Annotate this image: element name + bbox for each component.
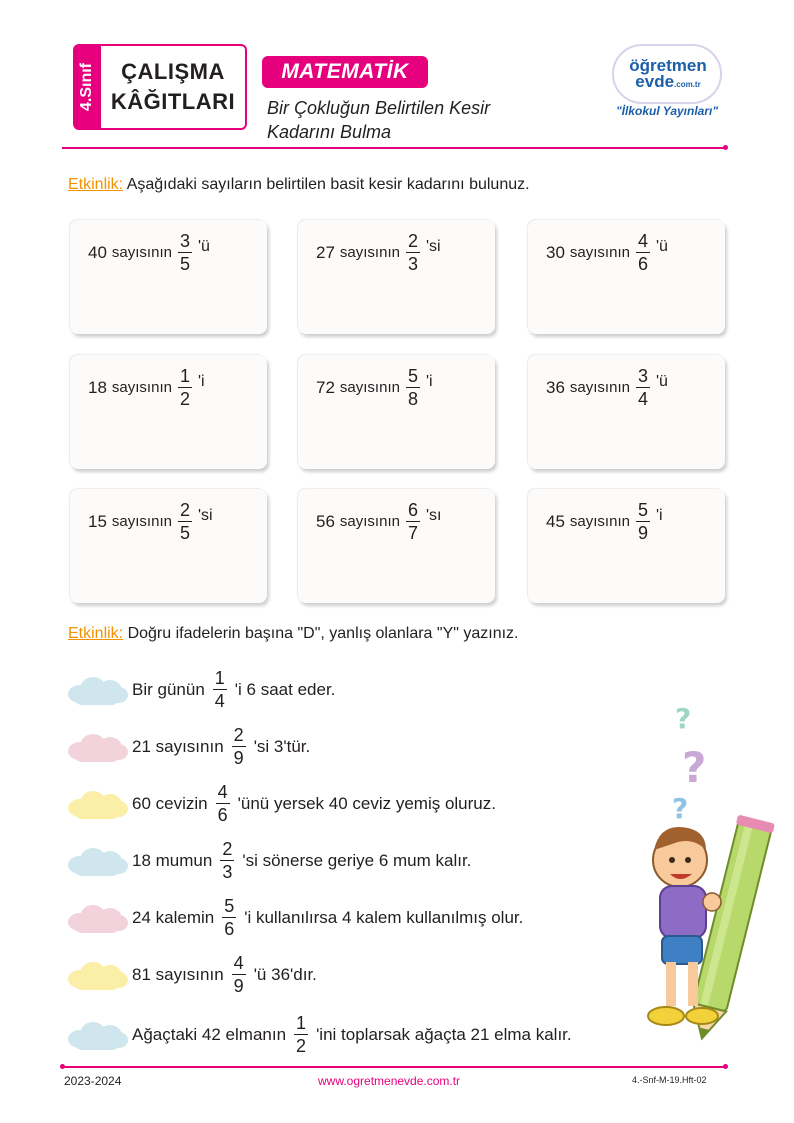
- card-prompt: [316, 499, 441, 544]
- fraction-denominator: 7: [407, 523, 418, 543]
- fraction-numerator: 1: [179, 366, 190, 386]
- fraction-denominator: 5: [179, 523, 190, 543]
- card-number: 30: [546, 242, 565, 262]
- footer-year: 2023-2024: [64, 1074, 122, 1088]
- fraction-numerator: 2: [407, 231, 418, 251]
- activity1-text: Aşağıdaki sayıların belirtilen basit kesir kadarını bulunuz.: [126, 176, 530, 193]
- card-suffix: 'ü: [197, 238, 210, 255]
- statement-row: [66, 952, 317, 997]
- footer-website: www.ogretmenevde.com.tr: [318, 1074, 461, 1088]
- topic-line-1: Bir Çokluğun Belirtilen Kesir: [267, 98, 491, 118]
- card-suffix: 'ü: [655, 373, 668, 390]
- card-fraction: [406, 365, 420, 410]
- statement-row: [66, 895, 523, 940]
- topic-line-2: Kadarını Bulma: [267, 122, 392, 142]
- activity2-instruction: [68, 625, 519, 643]
- fraction-numerator: 4: [233, 953, 244, 973]
- statement-fraction: [222, 895, 236, 940]
- card-fraction: [636, 365, 650, 410]
- answer-cloud-icon[interactable]: [66, 1020, 128, 1050]
- statement-fraction: [294, 1012, 308, 1057]
- fraction-denominator: 9: [233, 976, 244, 996]
- fraction-denominator: 4: [637, 389, 648, 409]
- card-suffix: 'si: [197, 507, 213, 524]
- footer-code: 4.-Snf-M-19.Hft-02: [632, 1075, 707, 1085]
- fraction-denominator: 2: [179, 389, 190, 409]
- statement-after: 'ü 36'dır.: [253, 964, 317, 984]
- fraction-denominator: 2: [296, 1036, 307, 1056]
- statement-row: [66, 1012, 572, 1057]
- card-fraction: [178, 230, 192, 275]
- card-prompt: [546, 499, 663, 544]
- fraction-card[interactable]: [70, 355, 267, 469]
- card-word: sayısının: [569, 244, 630, 261]
- statement-after: 'ini toplarsak ağaçta 21 elma kalır.: [316, 1024, 572, 1044]
- fraction-denominator: 6: [637, 254, 648, 274]
- answer-cloud-icon[interactable]: [66, 732, 128, 762]
- logo-brand: öğretmen evde: [629, 56, 707, 91]
- title-line-1: ÇALIŞMA: [121, 59, 225, 84]
- card-word: sayısının: [569, 513, 630, 530]
- activity1-instruction: [68, 176, 530, 194]
- card-prompt: [88, 230, 210, 275]
- card-suffix: 'i: [425, 373, 433, 390]
- card-fraction: [178, 365, 192, 410]
- footer-divider: [62, 1066, 726, 1068]
- card-suffix: 'sı: [425, 507, 442, 524]
- fraction-numerator: 4: [637, 231, 648, 251]
- statement-after: 'si sönerse geriye 6 mum kalır.: [242, 850, 472, 870]
- svg-text:?: ?: [675, 702, 692, 735]
- card-prompt: [316, 365, 433, 410]
- card-fraction: [406, 230, 420, 275]
- grade-label: 4.Sınıf: [78, 62, 95, 112]
- card-word: sayısının: [111, 244, 172, 261]
- card-number: 45: [546, 511, 565, 531]
- fraction-numerator: 5: [637, 500, 648, 520]
- logo-text: [618, 58, 718, 93]
- svg-text:?: ?: [682, 743, 707, 792]
- card-fraction: [636, 230, 650, 275]
- statement-before: 60 cevizin: [132, 793, 208, 813]
- answer-cloud-icon[interactable]: [66, 960, 128, 990]
- card-fraction: [636, 499, 650, 544]
- card-suffix: 'ü: [655, 238, 668, 255]
- statement-fraction: [220, 838, 234, 883]
- card-word: sayısının: [111, 379, 172, 396]
- statement-before: Ağaçtaki 42 elmanın: [132, 1024, 287, 1044]
- statement-before: Bir günün: [132, 679, 205, 699]
- fraction-card[interactable]: [528, 489, 725, 603]
- card-word: sayısının: [339, 244, 400, 261]
- fraction-denominator: 4: [214, 691, 225, 711]
- fraction-card[interactable]: [70, 220, 267, 334]
- fraction-numerator: 2: [222, 839, 233, 859]
- fraction-denominator: 9: [637, 523, 648, 543]
- question-mark-icon: [672, 702, 706, 825]
- statement-row: [66, 724, 310, 769]
- activity1-label: Etkinlik:: [68, 176, 124, 193]
- card-suffix: 'i: [197, 373, 205, 390]
- statement-after: 'si 3'tür.: [253, 736, 311, 756]
- title-line-2: KÂĞITLARI: [110, 89, 236, 114]
- statement-after: 'i kullanılırsa 4 kalem kullanılmış olur.: [244, 907, 524, 927]
- subject-pill: MATEMATİK: [262, 56, 428, 88]
- fraction-numerator: 5: [224, 896, 235, 916]
- activity2-text: Doğru ifadelerin başına "D", yanlış olanlara "Y" yazınız.: [127, 625, 519, 642]
- fraction-denominator: 3: [222, 862, 233, 882]
- statement-after: 'ünü yersek 40 ceviz yemiş oluruz.: [237, 793, 496, 813]
- card-prompt: [546, 230, 668, 275]
- card-number: 36: [546, 377, 565, 397]
- fraction-numerator: 5: [407, 366, 418, 386]
- topic-title: [267, 96, 490, 144]
- statement-fraction: [232, 724, 246, 769]
- svg-text:?: ?: [672, 792, 689, 825]
- statement-after: 'i 6 saat eder.: [234, 679, 336, 699]
- card-suffix: 'i: [655, 507, 663, 524]
- card-word: sayısının: [569, 379, 630, 396]
- fraction-numerator: 6: [407, 500, 418, 520]
- fraction-card[interactable]: [298, 355, 495, 469]
- title-box: [101, 44, 247, 130]
- statement-before: 18 mumun: [132, 850, 213, 870]
- card-word: sayısının: [339, 513, 400, 530]
- statement-before: 24 kalemin: [132, 907, 215, 927]
- fraction-card[interactable]: [528, 355, 725, 469]
- boy-with-pencil-illustration: [640, 690, 780, 1050]
- statement-row: [66, 838, 471, 883]
- fraction-card[interactable]: [70, 489, 267, 603]
- card-number: 40: [88, 242, 107, 262]
- statement-row: [66, 781, 496, 826]
- card-number: 27: [316, 242, 335, 262]
- statement-before: 81 sayısının: [132, 964, 224, 984]
- statement-before: 21 sayısının: [132, 736, 224, 756]
- card-number: 56: [316, 511, 335, 531]
- fraction-denominator: 5: [179, 254, 190, 274]
- activity2-label: Etkinlik:: [68, 625, 124, 642]
- card-prompt: [316, 230, 441, 275]
- card-prompt: [546, 365, 668, 410]
- fraction-denominator: 6: [224, 919, 235, 939]
- fraction-card[interactable]: [298, 220, 495, 334]
- card-word: sayısının: [111, 513, 172, 530]
- statement-fraction: [232, 952, 246, 997]
- answer-cloud-icon[interactable]: [66, 903, 128, 933]
- fraction-denominator: 9: [233, 748, 244, 768]
- fraction-numerator: 1: [214, 668, 225, 688]
- card-word: sayısının: [339, 379, 400, 396]
- fraction-denominator: 6: [217, 805, 228, 825]
- statement-row: [66, 667, 335, 712]
- fraction-denominator: 3: [407, 254, 418, 274]
- answer-cloud-icon[interactable]: [66, 846, 128, 876]
- statement-fraction: [213, 667, 227, 712]
- card-fraction: [178, 499, 192, 544]
- fraction-card[interactable]: [528, 220, 725, 334]
- logo-tagline: "İlkokul Yayınları": [615, 104, 719, 118]
- fraction-numerator: 3: [637, 366, 648, 386]
- card-fraction: [406, 499, 420, 544]
- card-number: 15: [88, 511, 107, 531]
- fraction-numerator: 3: [179, 231, 190, 251]
- logo-domain: .com.tr: [674, 80, 701, 89]
- header-divider: [62, 147, 726, 149]
- grade-tab: [73, 44, 101, 130]
- fraction-numerator: 1: [296, 1013, 307, 1033]
- fraction-numerator: 4: [217, 782, 228, 802]
- card-suffix: 'si: [425, 238, 441, 255]
- card-prompt: [88, 499, 213, 544]
- card-number: 18: [88, 377, 107, 397]
- fraction-numerator: 2: [233, 725, 244, 745]
- fraction-card[interactable]: [298, 489, 495, 603]
- card-prompt: [88, 365, 205, 410]
- statement-fraction: [216, 781, 230, 826]
- publisher-logo: [602, 44, 732, 132]
- fraction-numerator: 2: [179, 500, 190, 520]
- answer-cloud-icon[interactable]: [66, 675, 128, 705]
- card-number: 72: [316, 377, 335, 397]
- answer-cloud-icon[interactable]: [66, 789, 128, 819]
- fraction-denominator: 8: [407, 389, 418, 409]
